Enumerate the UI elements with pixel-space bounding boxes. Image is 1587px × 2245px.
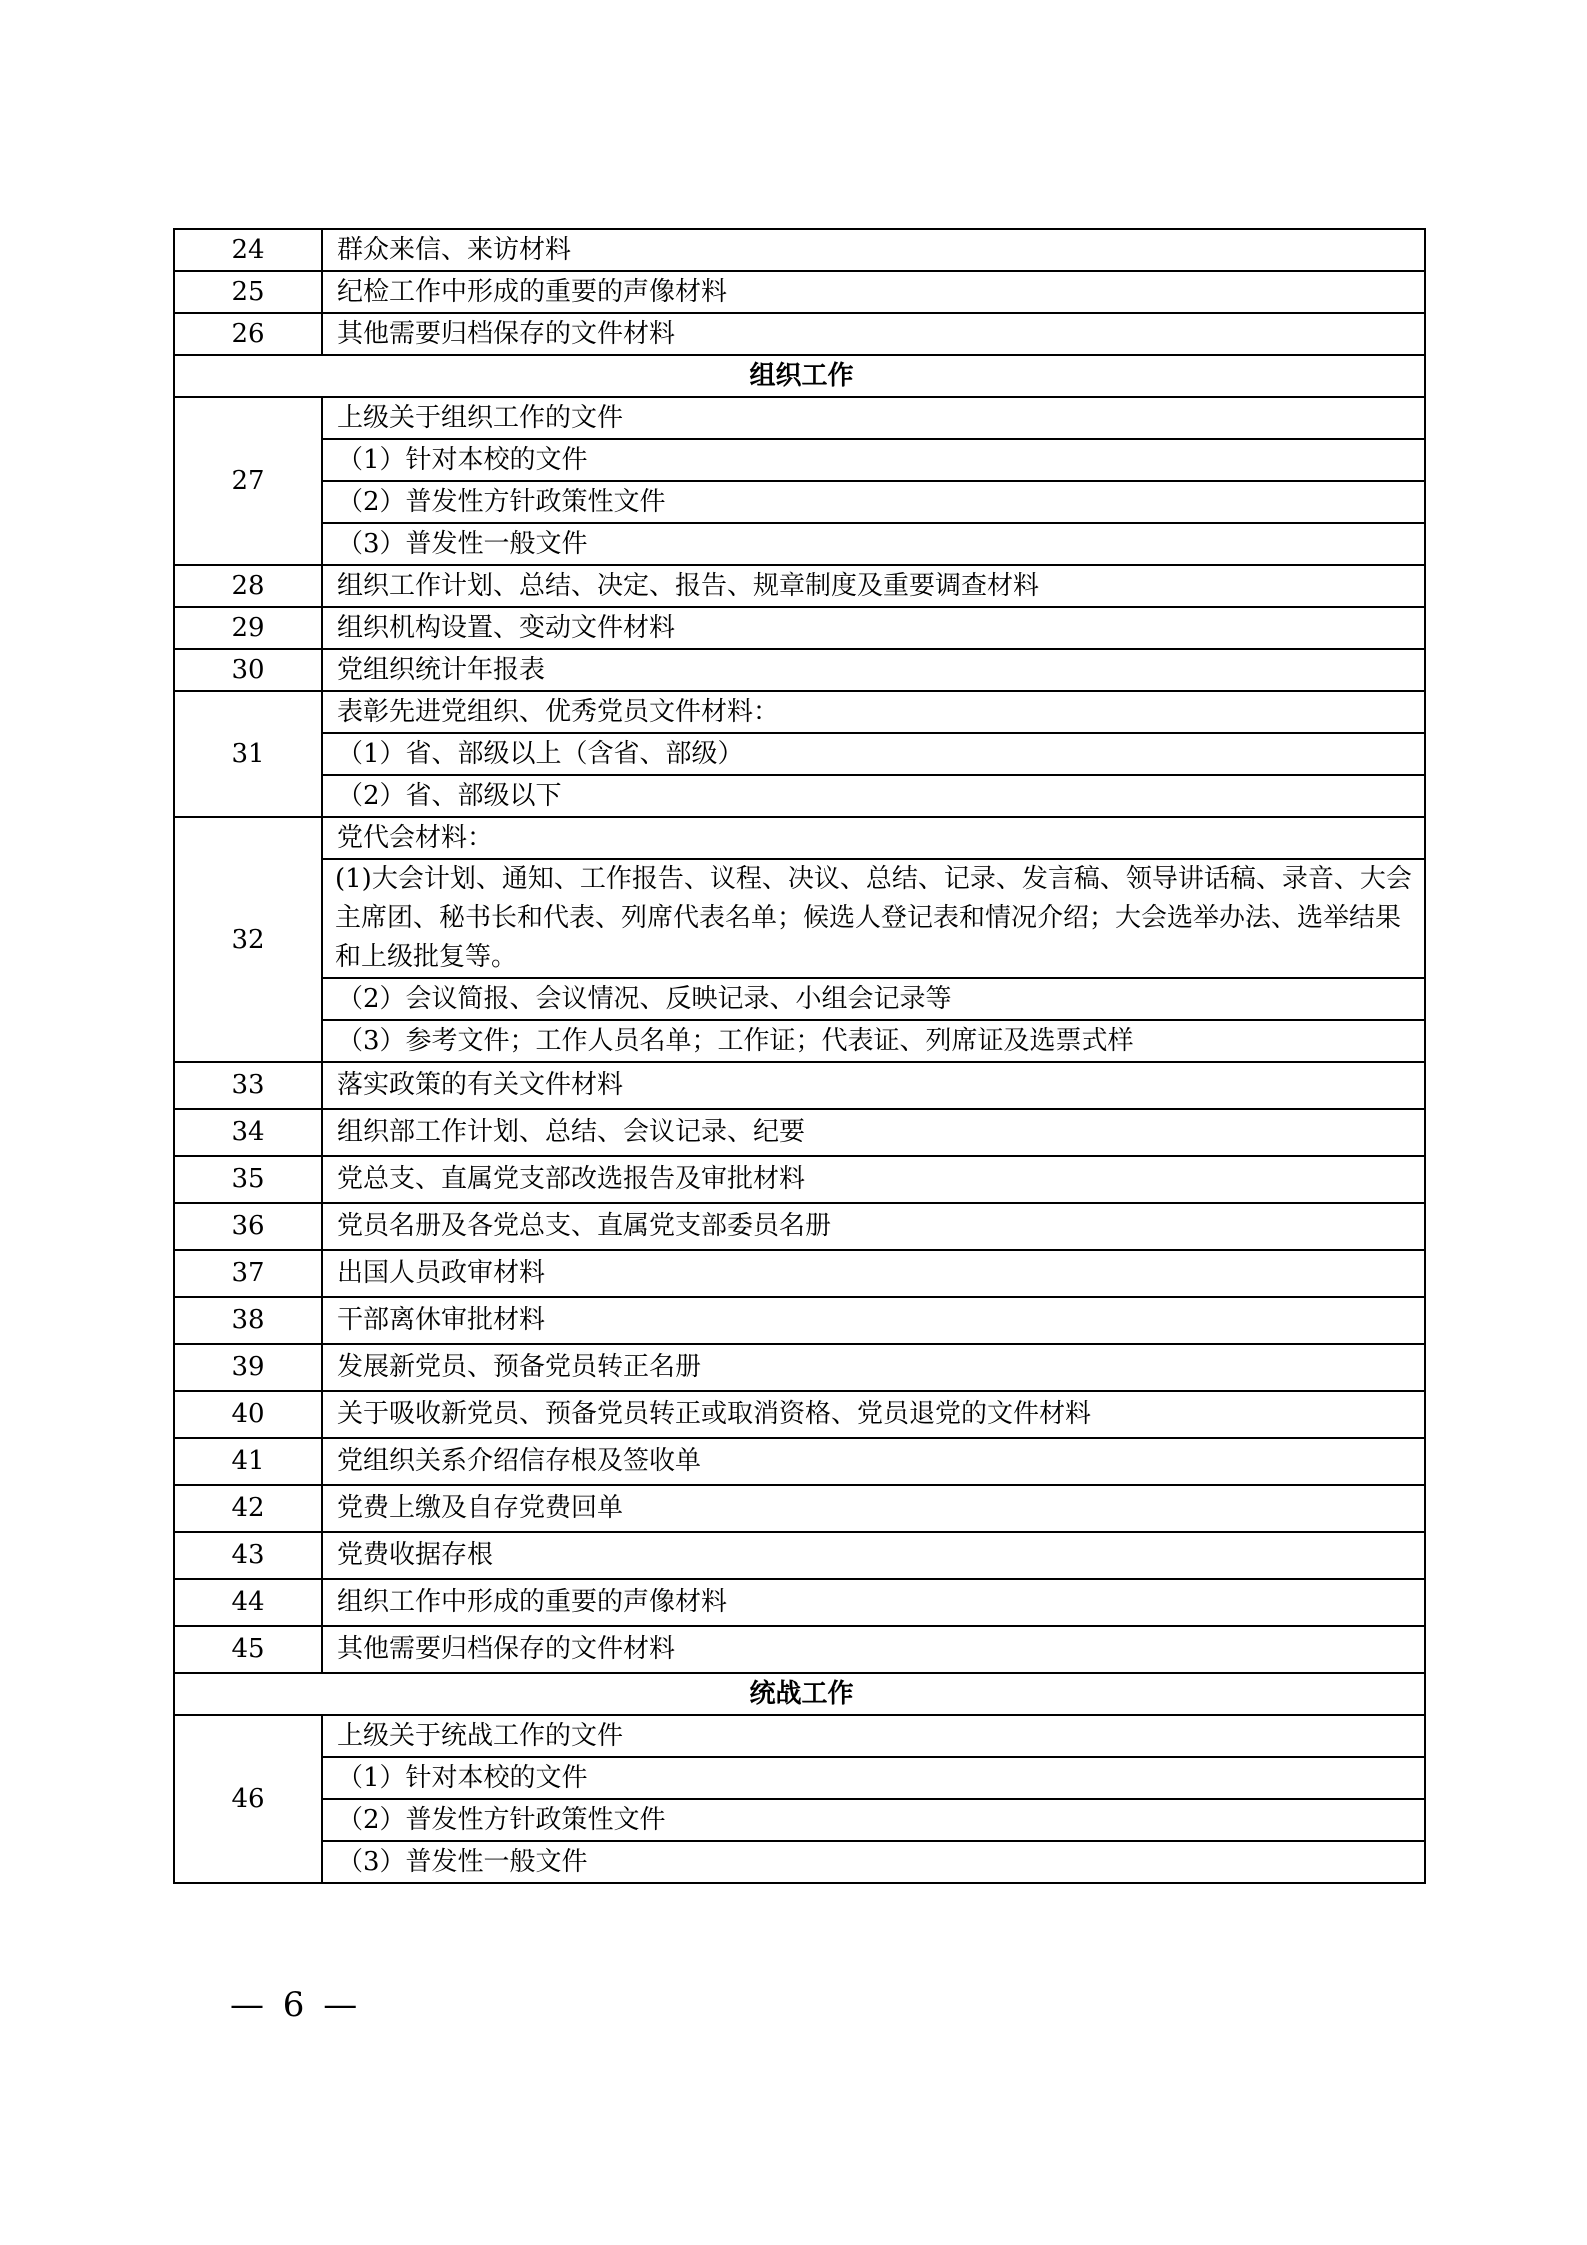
table-row xyxy=(174,1297,1425,1344)
row-number: 31 xyxy=(174,691,322,817)
row-number: 41 xyxy=(174,1438,322,1485)
table-row xyxy=(174,565,1425,607)
row-text: 表彰先进党组织、优秀党员文件材料： xyxy=(322,691,1425,733)
row-number: 40 xyxy=(174,1391,322,1438)
row-text: 干部离休审批材料 xyxy=(322,1297,1425,1344)
row-text: （1）省、部级以上（含省、部级） xyxy=(322,733,1425,775)
table-subrow xyxy=(174,439,1425,481)
row-number: 24 xyxy=(174,229,322,271)
table-row xyxy=(174,313,1425,355)
row-number: 43 xyxy=(174,1532,322,1579)
row-text: （3）普发性一般文件 xyxy=(322,1841,1425,1883)
row-number: 25 xyxy=(174,271,322,313)
section-title: 统战工作 xyxy=(174,1673,1425,1715)
row-number: 27 xyxy=(174,397,322,565)
table-row xyxy=(174,397,1425,439)
row-text: （2）普发性方针政策性文件 xyxy=(322,1799,1425,1841)
row-text: （3）普发性一般文件 xyxy=(322,523,1425,565)
row-number: 34 xyxy=(174,1109,322,1156)
row-text: 上级关于组织工作的文件 xyxy=(322,397,1425,439)
row-text: （1）针对本校的文件 xyxy=(322,1757,1425,1799)
row-text: 群众来信、来访材料 xyxy=(322,229,1425,271)
row-number: 38 xyxy=(174,1297,322,1344)
row-text: 组织机构设置、变动文件材料 xyxy=(322,607,1425,649)
row-number: 37 xyxy=(174,1250,322,1297)
row-text: （2）普发性方针政策性文件 xyxy=(322,481,1425,523)
row-number: 33 xyxy=(174,1062,322,1109)
table-row xyxy=(174,1715,1425,1757)
table-subrow xyxy=(174,775,1425,817)
row-number: 29 xyxy=(174,607,322,649)
row-text: 党组织统计年报表 xyxy=(322,649,1425,691)
table-row xyxy=(174,271,1425,313)
row-number: 42 xyxy=(174,1485,322,1532)
row-text: 其他需要归档保存的文件材料 xyxy=(322,313,1425,355)
section-row xyxy=(174,355,1425,397)
row-text: （3）参考文件；工作人员名单；工作证；代表证、列席证及选票式样 xyxy=(322,1020,1425,1062)
row-number: 46 xyxy=(174,1715,322,1883)
row-number: 45 xyxy=(174,1626,322,1673)
table-row xyxy=(174,1344,1425,1391)
row-number: 28 xyxy=(174,565,322,607)
table-row xyxy=(174,1626,1425,1673)
row-text: 组织部工作计划、总结、会议记录、纪要 xyxy=(322,1109,1425,1156)
table-subrow xyxy=(174,481,1425,523)
table-row xyxy=(174,607,1425,649)
row-number: 26 xyxy=(174,313,322,355)
table-subrow xyxy=(174,859,1425,978)
row-text: 党费收据存根 xyxy=(322,1532,1425,1579)
table-subrow xyxy=(174,1020,1425,1062)
table-row xyxy=(174,691,1425,733)
row-text: 关于吸收新党员、预备党员转正或取消资格、党员退党的文件材料 xyxy=(322,1391,1425,1438)
table-row xyxy=(174,1156,1425,1203)
archive-table xyxy=(173,228,1426,1884)
table-row xyxy=(174,1109,1425,1156)
page-number: — 6 — xyxy=(230,1985,362,2025)
table-row xyxy=(174,1532,1425,1579)
row-text-multiline: (1)大会计划、通知、工作报告、议程、决议、总结、记录、发言稿、领导讲话稿、录音、大会主席团、秘书长和代表、列席代表名单；候选人登记表和情况介绍；大会选举办法、选举结果和上级批复等。 xyxy=(322,859,1425,978)
row-text: 纪检工作中形成的重要的声像材料 xyxy=(322,271,1425,313)
row-text: 上级关于统战工作的文件 xyxy=(322,1715,1425,1757)
table-row xyxy=(174,1391,1425,1438)
row-text: 其他需要归档保存的文件材料 xyxy=(322,1626,1425,1673)
row-text: 党组织关系介绍信存根及签收单 xyxy=(322,1438,1425,1485)
row-number: 32 xyxy=(174,817,322,1062)
row-text: （1）针对本校的文件 xyxy=(322,439,1425,481)
row-number: 44 xyxy=(174,1579,322,1626)
row-text: 组织工作中形成的重要的声像材料 xyxy=(322,1579,1425,1626)
table-subrow xyxy=(174,978,1425,1020)
table-row xyxy=(174,1203,1425,1250)
row-number: 36 xyxy=(174,1203,322,1250)
table-subrow xyxy=(174,733,1425,775)
row-text: 党总支、直属党支部改选报告及审批材料 xyxy=(322,1156,1425,1203)
row-text: 发展新党员、预备党员转正名册 xyxy=(322,1344,1425,1391)
row-text: （2）会议简报、会议情况、反映记录、小组会记录等 xyxy=(322,978,1425,1020)
table-row xyxy=(174,817,1425,859)
table-subrow xyxy=(174,1757,1425,1799)
row-text: 落实政策的有关文件材料 xyxy=(322,1062,1425,1109)
row-number: 35 xyxy=(174,1156,322,1203)
row-text: 党代会材料： xyxy=(322,817,1425,859)
table-row xyxy=(174,1062,1425,1109)
row-text: 出国人员政审材料 xyxy=(322,1250,1425,1297)
table-row xyxy=(174,1485,1425,1532)
table-row xyxy=(174,1250,1425,1297)
table-row xyxy=(174,1579,1425,1626)
row-text: （2）省、部级以下 xyxy=(322,775,1425,817)
row-text: 组织工作计划、总结、决定、报告、规章制度及重要调查材料 xyxy=(322,565,1425,607)
row-text: 党费上缴及自存党费回单 xyxy=(322,1485,1425,1532)
section-row xyxy=(174,1673,1425,1715)
table-row xyxy=(174,649,1425,691)
section-title: 组织工作 xyxy=(174,355,1425,397)
row-number: 30 xyxy=(174,649,322,691)
table-subrow xyxy=(174,1841,1425,1883)
table-subrow xyxy=(174,523,1425,565)
table-row xyxy=(174,229,1425,271)
row-number: 39 xyxy=(174,1344,322,1391)
table-row xyxy=(174,1438,1425,1485)
table-subrow xyxy=(174,1799,1425,1841)
row-text: 党员名册及各党总支、直属党支部委员名册 xyxy=(322,1203,1425,1250)
